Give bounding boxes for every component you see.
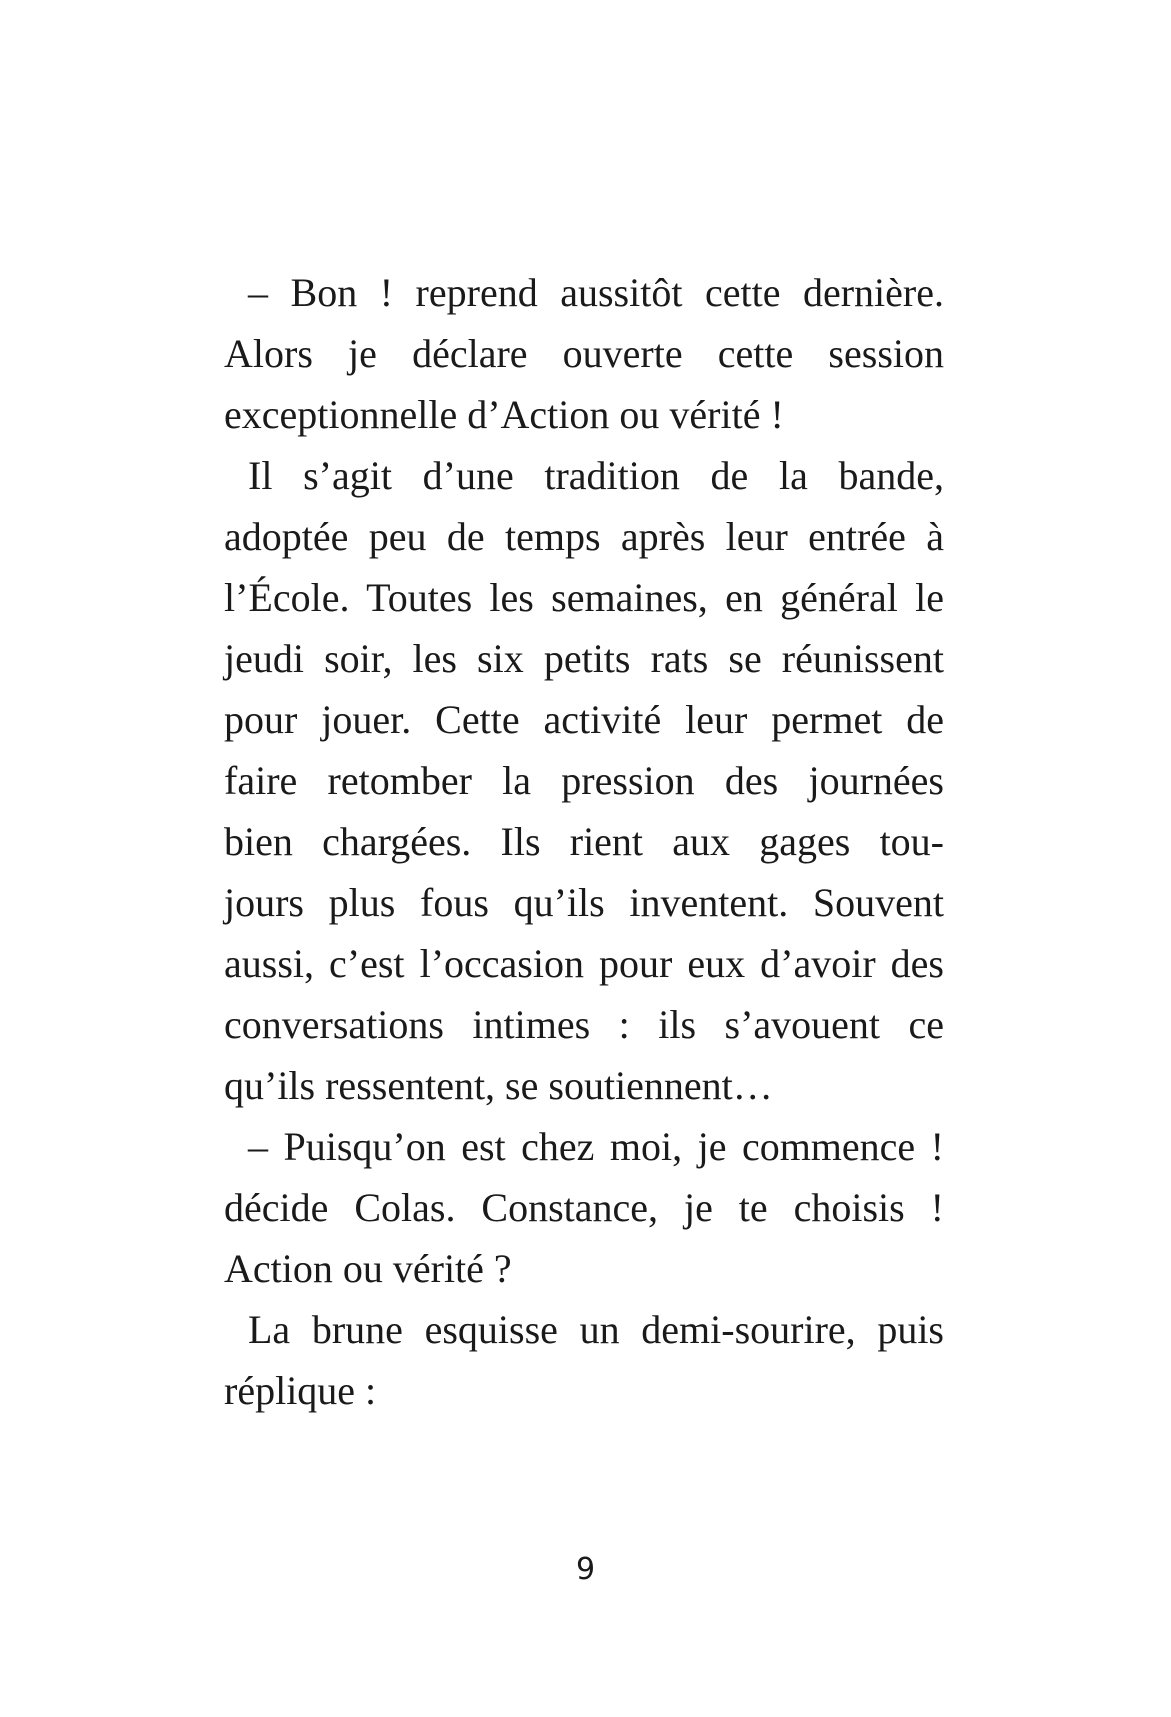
text-line: Action ou vérité ? <box>224 1246 512 1291</box>
text-line: exceptionnelle d’Action ou vérité ! <box>224 392 784 437</box>
text-line: jeudi soir, les six petits rats se réunissent <box>224 636 944 681</box>
text-line: aussi, c’est l’occasion pour eux d’avoir des <box>224 941 944 986</box>
paragraph-4 <box>224 1299 944 1421</box>
text-line: – Bon ! reprend aussitôt cette dernière. <box>248 270 944 315</box>
page-number: 9 <box>575 1552 596 1587</box>
paragraph-1 <box>224 262 944 445</box>
text-line: qu’ils ressentent, se soutiennent… <box>224 1063 773 1108</box>
text-line: La brune esquisse un demi-sourire, puis <box>248 1307 944 1352</box>
text-line: bien chargées. Ils rient aux gages tou- <box>224 819 944 864</box>
text-line: décide Colas. Constance, je te choisis ! <box>224 1185 944 1230</box>
text-line: pour jouer. Cette activité leur permet de <box>224 697 944 742</box>
paragraph-3 <box>224 1116 944 1299</box>
text-line: conversations intimes : ils s’avouent ce <box>224 1002 944 1047</box>
text-line: l’École. Toutes les semaines, en général le <box>224 575 944 620</box>
text-line: – Puisqu’on est chez moi, je commence ! <box>248 1124 944 1169</box>
text-line: jours plus fous qu’ils inventent. Souvent <box>224 880 944 925</box>
body-text <box>224 262 944 1421</box>
paragraph-2 <box>224 445 944 1116</box>
text-line: adoptée peu de temps après leur entrée à <box>224 514 944 559</box>
text-line: faire retomber la pression des journées <box>224 758 944 803</box>
text-line: Alors je déclare ouverte cette session <box>224 331 944 376</box>
text-line: Il s’agit d’une tradition de la bande, <box>248 453 944 498</box>
text-line: réplique : <box>224 1368 377 1413</box>
